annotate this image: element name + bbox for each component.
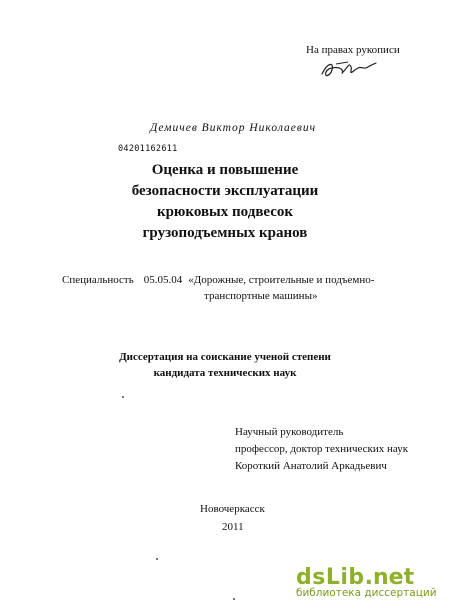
registry-code: 04201162611 [118, 144, 178, 154]
supervisor-line: профессор, доктор технических наук [235, 443, 409, 455]
author-name: Демичев Виктор Николаевич [150, 122, 317, 134]
specialty-number: 05.05.04 [143, 274, 183, 286]
watermark-subtitle: библиотека диссертаций [296, 587, 437, 599]
dissertation-line: кандидата технических наук [153, 367, 297, 379]
dissertation-line: Диссертация на соискание ученой степени [119, 351, 331, 363]
title-line: крюковых подвесок [156, 204, 294, 220]
dissertation-title [0, 160, 450, 244]
dissertation-statement [0, 349, 450, 381]
scan-speck [156, 558, 158, 560]
dslib-watermark[interactable] [296, 565, 437, 599]
scan-speck [233, 598, 235, 600]
specialty-label: Специальность [62, 274, 134, 286]
supervisor-block [235, 424, 408, 475]
specialty-name-line1: «Дорожные, строительные и подъемно- [188, 274, 375, 286]
supervisor-line: Научный руководитель [235, 426, 344, 438]
specialty-name-line2: транспортные машины» [204, 290, 318, 302]
title-line: Оценка и повышение [151, 162, 299, 178]
title-line: безопасности эксплуатации [131, 183, 319, 199]
specialty-line [62, 274, 374, 286]
city: Новочеркасск [200, 503, 265, 515]
supervisor-line: Короткий Анатолий Аркадьевич [235, 460, 387, 472]
watermark-brand: dsLib [296, 565, 365, 590]
year: 2011 [222, 521, 244, 533]
title-line: грузоподъемных кранов [142, 225, 308, 241]
manuscript-rights-note: На правах рукописи [306, 44, 400, 56]
scan-speck [122, 396, 124, 398]
watermark-tld: .net [364, 565, 415, 590]
handwritten-signature [318, 58, 378, 80]
